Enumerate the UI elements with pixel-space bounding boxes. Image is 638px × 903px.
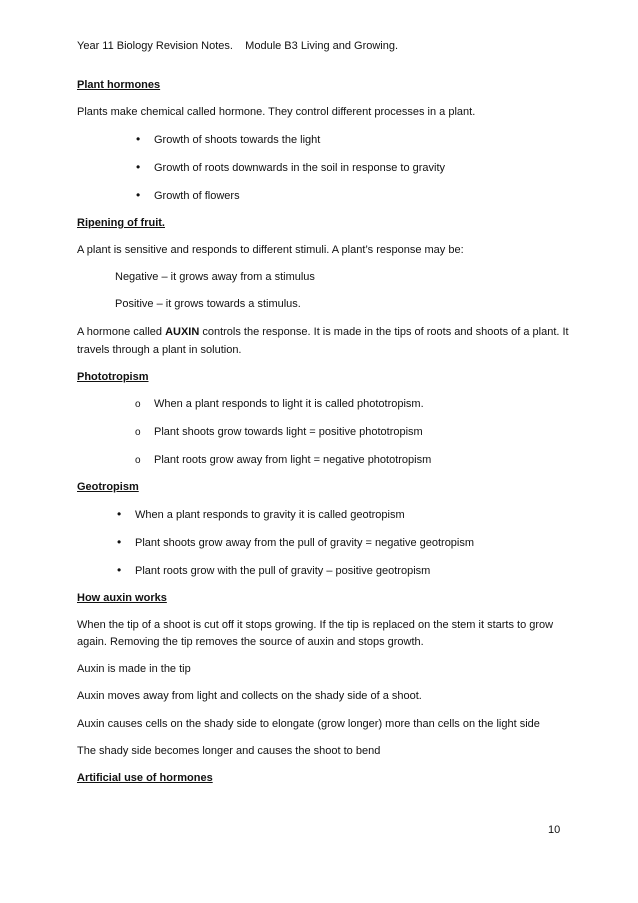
bullet-circle-icon [135,453,141,468]
bullet-disc-icon [117,535,121,551]
auxin-pre-text: A hormone called [77,326,166,338]
bullet-disc-icon [117,563,121,579]
list-item: Plant shoots grow away from the pull of gravity = negative geotropism [135,537,475,549]
list-item: Growth of flowers [154,190,240,202]
bullet-disc-icon [136,188,140,204]
statement: The shady side becomes longer and causes the shoot to bend [77,745,381,757]
list-item: Plant shoots grow towards light = positive phototropism [154,426,423,438]
auxin-paragraph-line2: travels through a plant in solution. [77,344,242,356]
ripening-intro: A plant is sensitive and responds to different stimuli. A plant’s response may be: [77,244,464,256]
running-header [77,39,398,54]
bullet-disc-icon [136,160,140,176]
statement: Auxin moves away from light and collects on the shady side of a shoot. [77,690,422,702]
negative-response: Negative – it grows away from a stimulus [115,271,315,283]
heading-artificial-use: Artificial use of hormones [77,772,213,784]
heading-ripening: Ripening of fruit. [77,217,165,229]
auxin-paragraph-line1: When the tip of a shoot is cut off it stops growing. If the tip is replaced on the stem it starts to grow [77,619,554,631]
heading-phototropism: Phototropism [77,371,149,383]
list-item: When a plant responds to light it is called phototropism. [154,398,424,410]
auxin-paragraph-line2: again. Removing the tip removes the source of auxin and stops growth. [77,636,424,648]
heading-geotropism: Geotropism [77,481,139,493]
bullet-circle-icon [135,425,141,440]
header-course: Year 11 Biology Revision Notes. [77,40,233,52]
plant-hormones-intro: Plants make chemical called hormone. They control different processes in a plant. [77,106,476,118]
list-item: Growth of roots downwards in the soil in response to gravity [154,162,446,174]
bullet-circle-icon [135,397,141,412]
list-item: Growth of shoots towards the light [154,134,321,146]
header-module: Module B3 Living and Growing. [245,40,399,52]
list-item: Plant roots grow with the pull of gravity – positive geotropism [135,565,431,577]
auxin-paragraph-line1 [77,325,569,340]
statement: Auxin causes cells on the shady side to elongate (grow longer) more than cells on the light side [77,718,540,730]
list-item: Plant roots grow away from light = negative phototropism [154,454,432,466]
bullet-disc-icon [117,507,121,523]
auxin-post-text: controls the response. It is made in the tips of roots and shoots of a plant. It [199,326,569,338]
heading-plant-hormones: Plant hormones [77,79,161,91]
bullet-disc-icon [136,132,140,148]
list-item: When a plant responds to gravity it is called geotropism [135,509,405,521]
auxin-bold-term: AUXIN [165,326,200,338]
statement: Auxin is made in the tip [77,663,191,675]
positive-response: Positive – it grows towards a stimulus. [115,298,301,310]
heading-how-auxin-works: How auxin works [77,592,167,604]
page-number: 10 [548,824,561,836]
